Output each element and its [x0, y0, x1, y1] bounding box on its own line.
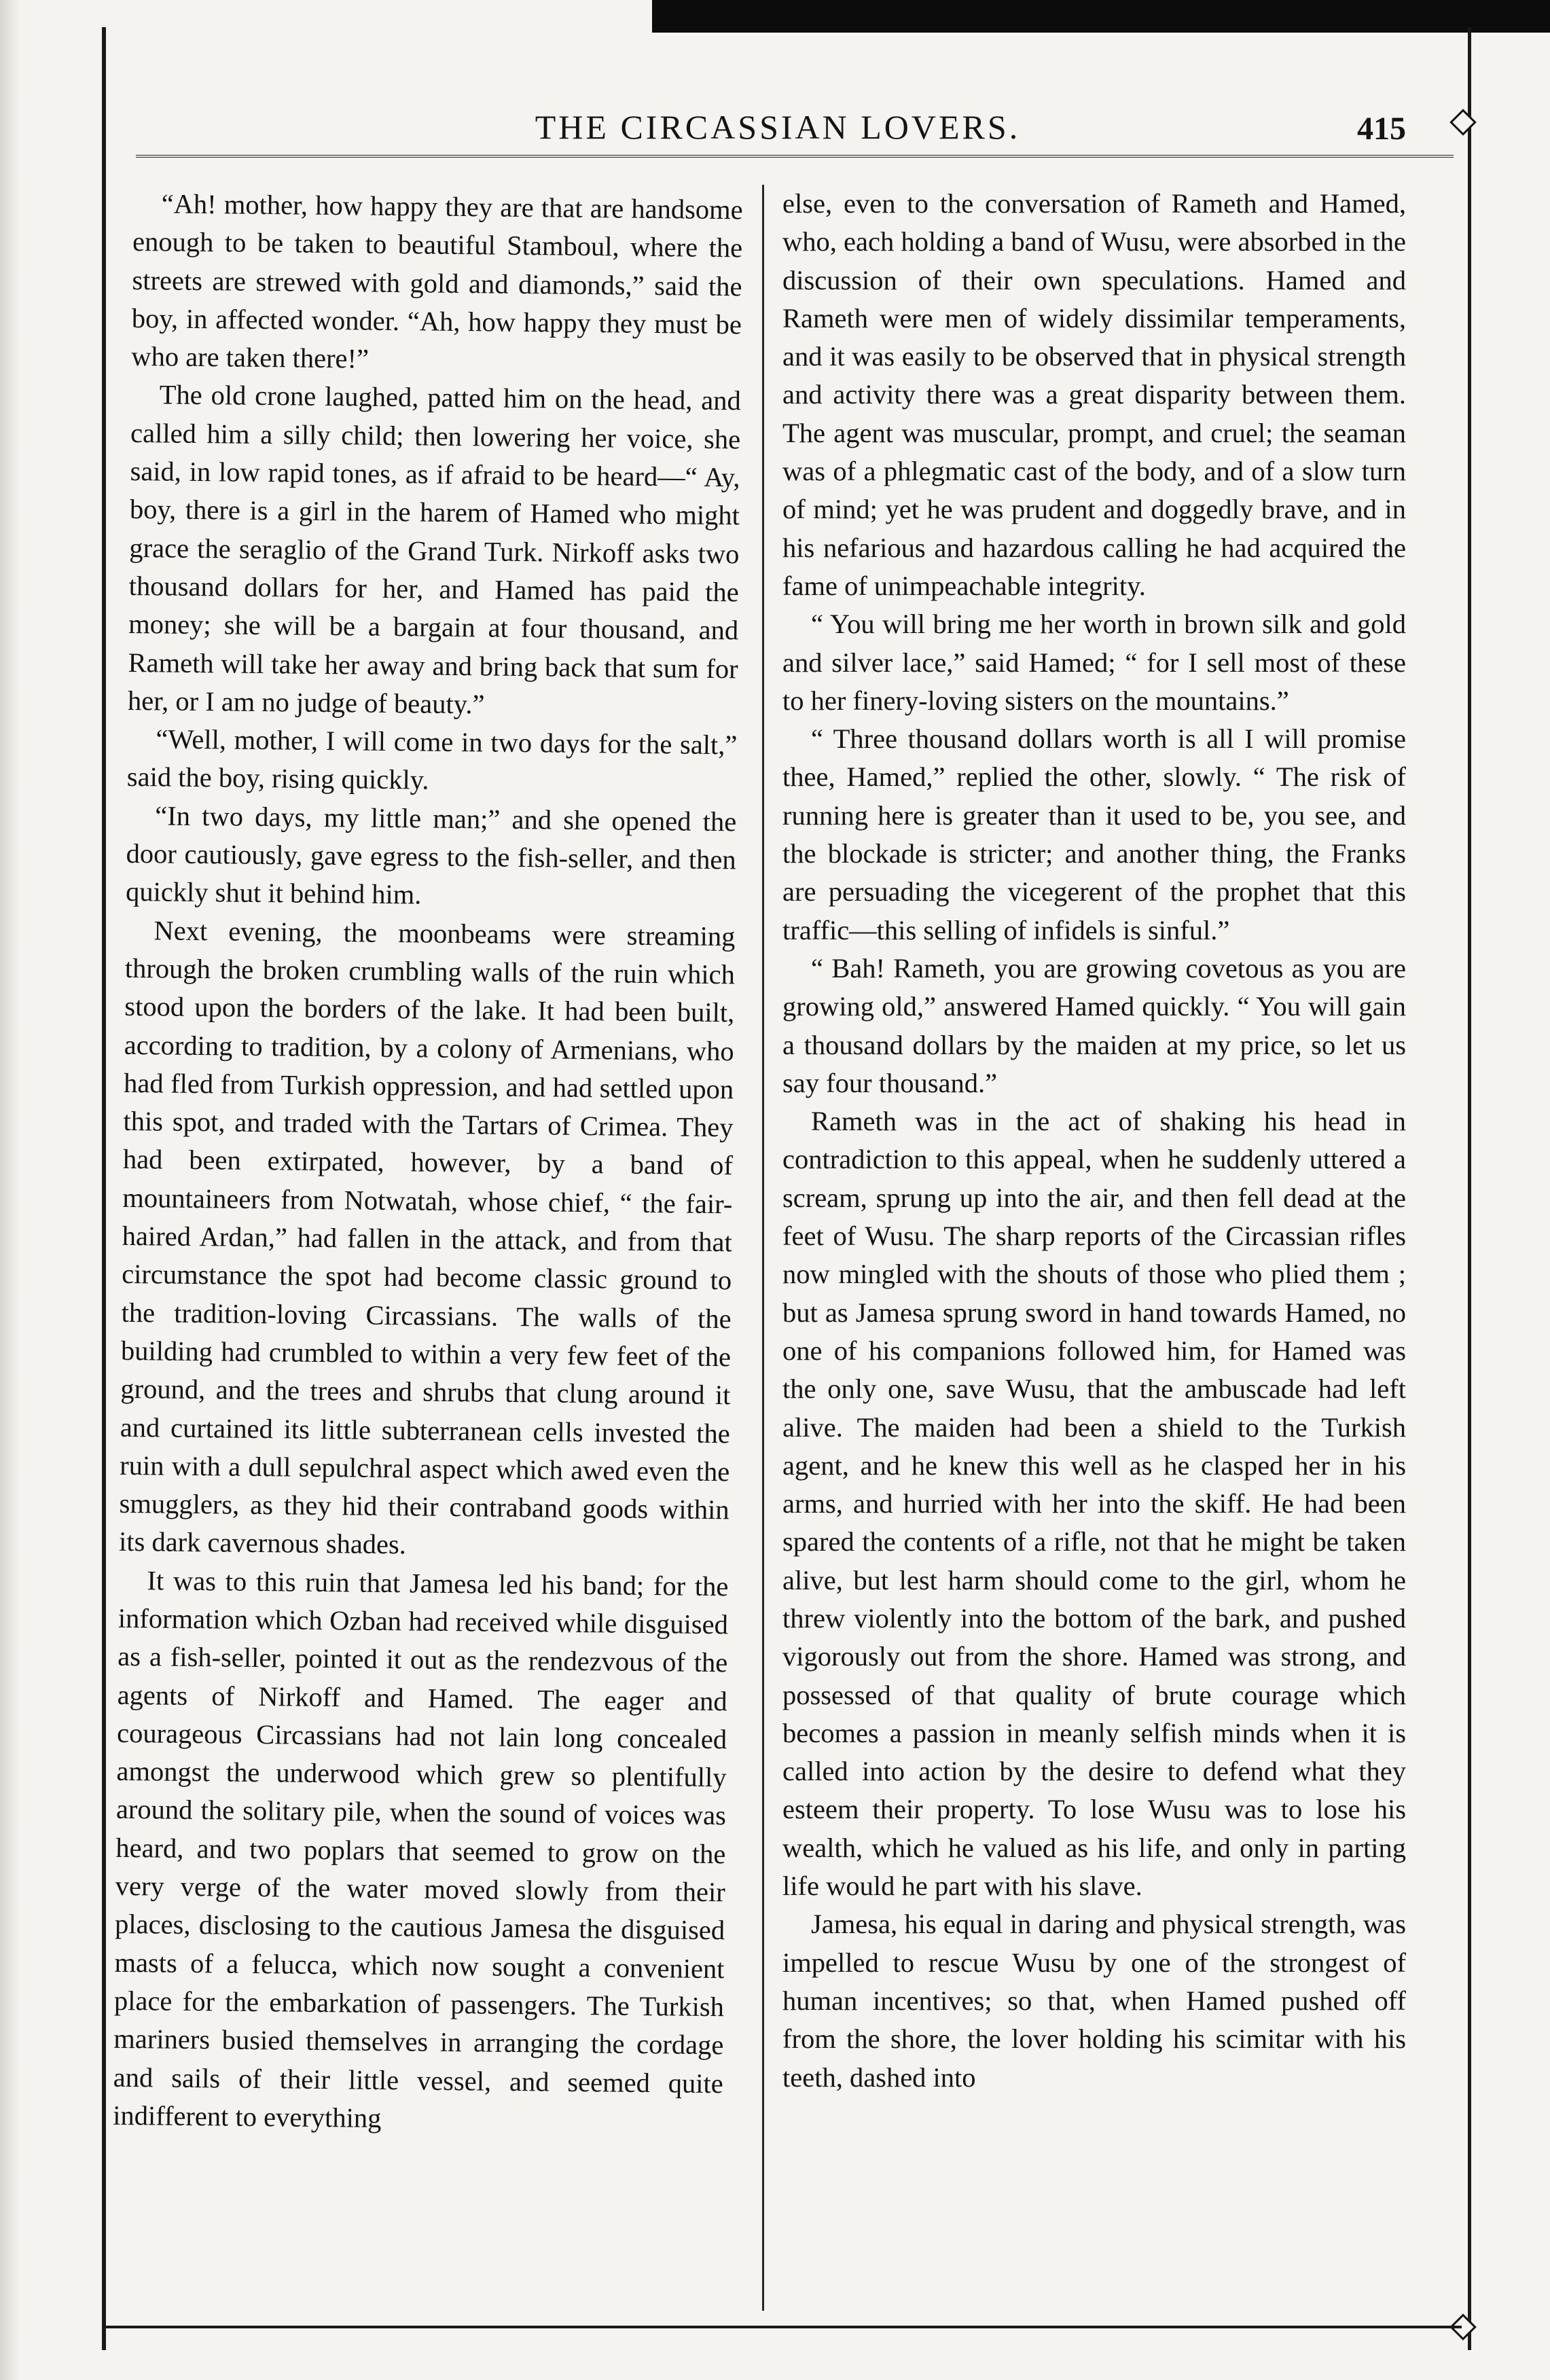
paragraph: It was to this ruin that Jamesa led his band; for the information which Ozban had received while disguised as a fish-seller, pointed it out as the rendezvous of the agents of Nirkoff and Hamed. The eager and courageous Circassians had not lain long concealed amongst the underwood which grew so plentifully around the solitary pile, when the sound of voices was heard, and two poplars that seemed to grow on the very verge of the water moved slowly from their places, disclosing to the cautious Jamesa the disguised masts of a felucca, which now sought a convenient place for the embarkation of passengers. The Turkish mariners busied themselves in arranging the cordage and sails of their little vessel, and seemed quite indifferent to everything — [112, 1565, 729, 2133]
paragraph: “In two days, my little man;” and she opened the door cautiously, gave egress to the fish-seller, and then quickly shut it behind him. — [125, 800, 737, 910]
paragraph: “ You will bring me her worth in brown silk and gold and silver lace,” said Hamed; “ for I sell most of these to her finery-loving sisters on the mountains.” — [782, 609, 1406, 716]
page-edge-shadow — [0, 0, 20, 2380]
paragraph: “ Bah! Rameth, you are growing covetous as you are growing old,” answered Hamed quickly. “ You will gain a thousand dollars by the maiden at my price, so let us say four thousand.” — [782, 952, 1406, 1098]
paragraph: Rameth was in the act of shaking his head in contradiction to this appeal, when he suddenly uttered a scream, sprung up into the air, and then fell dead at the feet of Wusu. The sharp reports of the Circassian rifles now mingled with the shouts of those who plied them ; but as Jamesa sprung sword in hand towards Hamed, no one of his companions followed him, for Hamed was the only one, save Wusu, that the ambuscade had left alive. The maiden had been a shield to the Turkish agent, and he knew this well as he clasped her in his arms, and hurried with her into the skiff. He had been spared the contents of a rifle, not that he might be taken alive, but lest harm should come to the girl, whom he threw violently into the bottom of the bark, and pushed vigorously out from the shore. Hamed was strong, and possessed of that quality of brute courage which becomes a passion in meanly selfish minds when it is called into action by the desire to defend what they esteem their property. To lose Wusu was to lose his wealth, which he valued as his life, and only in parting life would he part with his slave. — [782, 1106, 1406, 1902]
page-number: 415 — [1357, 111, 1406, 147]
paragraph: else, even to the conversation of Rameth and Hamed, who, each holding a band of Wusu, were absorbed in the discussion of their own speculations. Hamed and Rameth were men of widely dissimilar temperaments, and it was easily to be observed that in physical strength and activity there was a great disparity between them. The agent was muscular, prompt, and cruel; the seaman was of a phlegmatic cast of the body, and of a slow turn of mind; yet he was prudent and doggedly brave, and in his nefarious and hazardous calling he had acquired the fame of unimpeachable integrity. — [782, 188, 1406, 601]
footer-rule — [106, 2326, 1462, 2328]
column-divider — [762, 185, 764, 2311]
paragraph: “Ah! mother, how happy they are that are handsome enough to be taken to beautiful Stamboul, where the streets are strewed with gold and diamonds,” said the boy, in affected wonder. “Ah, how happy they must be who are taken there!” — [131, 188, 743, 374]
header-rule — [136, 155, 1454, 158]
running-title: THE CIRCASSIAN LOVERS. — [535, 108, 1021, 146]
left-column — [111, 185, 743, 2310]
paragraph: Next evening, the moonbeams were streaming through the broken crumbling walls of the ruin which stood upon the borders of the lake. It had been built, according to tradition, by a colony of Armenians, who had fled from Turkish oppression, and had settled upon this spot, and traded with the Tartars of Crimea. They had been extirpated, however, by a band of mountaineers from Notwatah, whose chief, “ the fair-haired Ardan,” had fallen in the attack, and from that circumstance the spot had become classic ground to the tradition-loving Circassians. The walls of the building had crumbled to within a very few feet of the ground, and the trees and shrubs that clung around it and curtained its little subterranean cells invested the ruin with a dull sepulchral aspect which awed even the smugglers, as they hid their contraband goods within its dark cavernous shades. — [118, 915, 736, 1560]
paragraph: The old crone laughed, patted him on the head, and called him a silly child; then lowering her voice, she said, in low rapid tones, as if afraid to be heard—“ Ay, boy, there is a girl in the harem of Hamed who might grace the seraglio of the Grand Turk. Nirkoff asks two thousand dollars for her, and Hamed has paid the money; she will be a bargain at four thousand, and Rameth will take her away and bring back that sum for her, or I am no judge of beauty.” — [127, 379, 741, 720]
page-header — [136, 107, 1420, 162]
paragraph: “ Three thousand dollars worth is all I will promise thee, Hamed,” replied the other, slowly. “ The risk of running here is greater than it used to be, you see, and the blockade is stricter; and another thing, the Franks are persuading the vicegerent of the prophet that this traffic—this selling of infidels is sinful.” — [782, 723, 1406, 945]
right-column — [782, 185, 1406, 2304]
paragraph: Jamesa, his equal in daring and physical strength, was impelled to rescue Wusu by one of the strongest of human incentives; so that, when Hamed pushed off from the shore, the lover holding his scimitar with his teeth, dashed into — [782, 1909, 1406, 2093]
paragraph: “Well, mother, I will come in two days for the salt,” said the boy, rising quickly. — [126, 723, 738, 796]
